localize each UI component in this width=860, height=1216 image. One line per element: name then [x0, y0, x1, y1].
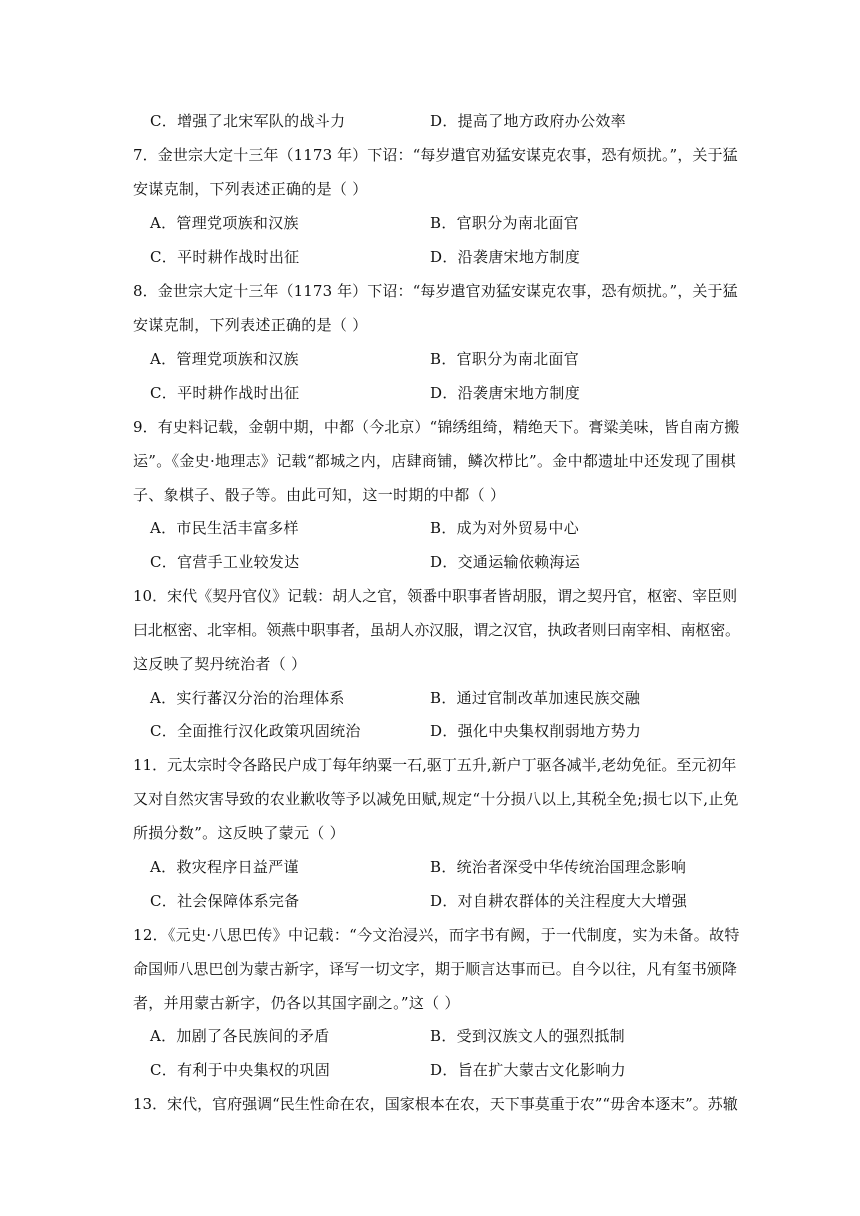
q7-option-b: B．官职分为南北面官: [430, 214, 580, 232]
q9-option-a: A．市民生活丰富多样: [150, 519, 299, 537]
q9-stem-line-3: 子、象棋子、骰子等。由此可知，这一时期的中都（ ）: [133, 486, 506, 504]
q11-option-d: D．对自耕农群体的关注程度大大增强: [430, 892, 688, 910]
q10-stem-line-3: 这反映了契丹统治者（ ）: [133, 655, 307, 673]
q12-stem-line-2: 命国师八思巴创为蒙古新字，译写一切文字，期于顺言达事而已。自今以往，凡有玺书颁降: [133, 960, 738, 978]
q8-option-b: B．官职分为南北面官: [430, 350, 580, 368]
q13-stem-line-1: 13．宋代，官府强调“民生性命在农，国家根本在农，天下事莫重于农”“毋舍本逐末”。苏辙: [133, 1095, 738, 1113]
q9-option-d: D．交通运输依赖海运: [430, 553, 581, 571]
q8-stem-line-2: 安谋克制，下列表述正确的是（ ）: [133, 316, 368, 334]
q9-stem-line-1: 9．有史料记载，金朝中期，中都（今北京）“锦绣组绮，精绝天下。膏粱美味，皆自南方搬: [133, 418, 740, 436]
q6-option-c: C．增强了北宋军队的战斗力: [150, 112, 346, 130]
q10-stem-line-2: 曰北枢密、北宰相。领燕中职事者，虽胡人亦汉服，谓之汉官，执政者则曰南宰相、南枢密。: [133, 621, 740, 639]
q11-option-b: B．统治者深受中华传统治国理念影响: [430, 858, 687, 876]
q7-option-c: C．平时耕作战时出征: [150, 248, 300, 266]
q7-stem-line-1: 7．金世宗大定十三年（1173 年）下诏：“每岁遣官劝猛安谋克农事，恐有烦扰。”，关于猛: [133, 146, 738, 164]
q8-option-c: C．平时耕作战时出征: [150, 384, 300, 402]
q8-stem-line-1: 8．金世宗大定十三年（1173 年）下诏：“每岁遣官劝猛安谋克农事，恐有烦扰。”，关于猛: [133, 282, 738, 300]
q10-option-b: B．通过官制改革加速民族交融: [430, 689, 641, 707]
q10-option-c: C．全面推行汉化政策巩固统治: [150, 722, 361, 740]
q7-option-a: A．管理党项族和汉族: [150, 214, 299, 232]
q8-option-d: D．沿袭唐宋地方制度: [430, 384, 581, 402]
q6-option-d: D．提高了地方政府办公效率: [430, 112, 626, 130]
q12-option-c: C．有利于中央集权的巩固: [150, 1061, 331, 1079]
q12-option-d: D．旨在扩大蒙古文化影响力: [430, 1061, 626, 1079]
q12-stem-line-3: 者，并用蒙古新字，仍各以其国字副之。”这（ ）: [133, 994, 460, 1012]
q10-option-d: D．强化中央集权削弱地方势力: [430, 722, 642, 740]
q7-stem-line-2: 安谋克制，下列表述正确的是（ ）: [133, 180, 368, 198]
q10-stem-line-1: 10．宋代《契丹官仪》记载：胡人之官，领番中职事者皆胡服，谓之契丹官，枢密、宰臣则: [133, 587, 738, 605]
q11-stem-line-3: 所损分数”。这反映了蒙元（ ）: [133, 824, 345, 842]
q11-stem-line-1: 11．元太宗时令各路民户成丁每年纳粟一石,驱丁五升,新户丁驱各减半,老幼免征。至元初年: [133, 756, 737, 774]
q11-stem-line-2: 又对自然灾害导致的农业歉收等予以减免田赋,规定“十分损八以上,其税全免;损七以下,止免: [133, 790, 739, 808]
q8-option-a: A．管理党项族和汉族: [150, 350, 299, 368]
q10-option-a: A．实行蕃汉分治的治理体系: [150, 689, 345, 707]
q7-option-d: D．沿袭唐宋地方制度: [430, 248, 581, 266]
q12-option-a: A．加剧了各民族间的矛盾: [150, 1027, 330, 1045]
q12-option-b: B．受到汉族文人的强烈抵制: [430, 1027, 625, 1045]
q9-stem-line-2: 运”。《金史·地理志》记载“都城之内，店肆商铺，鳞次栉比”。金中都遗址中还发现了围棋: [133, 452, 736, 470]
q9-option-b: B．成为对外贸易中心: [430, 519, 580, 537]
q11-option-a: A．救灾程序日益严谨: [150, 858, 299, 876]
q12-stem-line-1: 12．《元史·八思巴传》中记载：“今文治浸兴，而字书有阙，于一代制度，实为未备。故特: [133, 926, 740, 944]
q9-option-c: C．官营手工业较发达: [150, 553, 300, 571]
q11-option-c: C．社会保障体系完备: [150, 892, 300, 910]
